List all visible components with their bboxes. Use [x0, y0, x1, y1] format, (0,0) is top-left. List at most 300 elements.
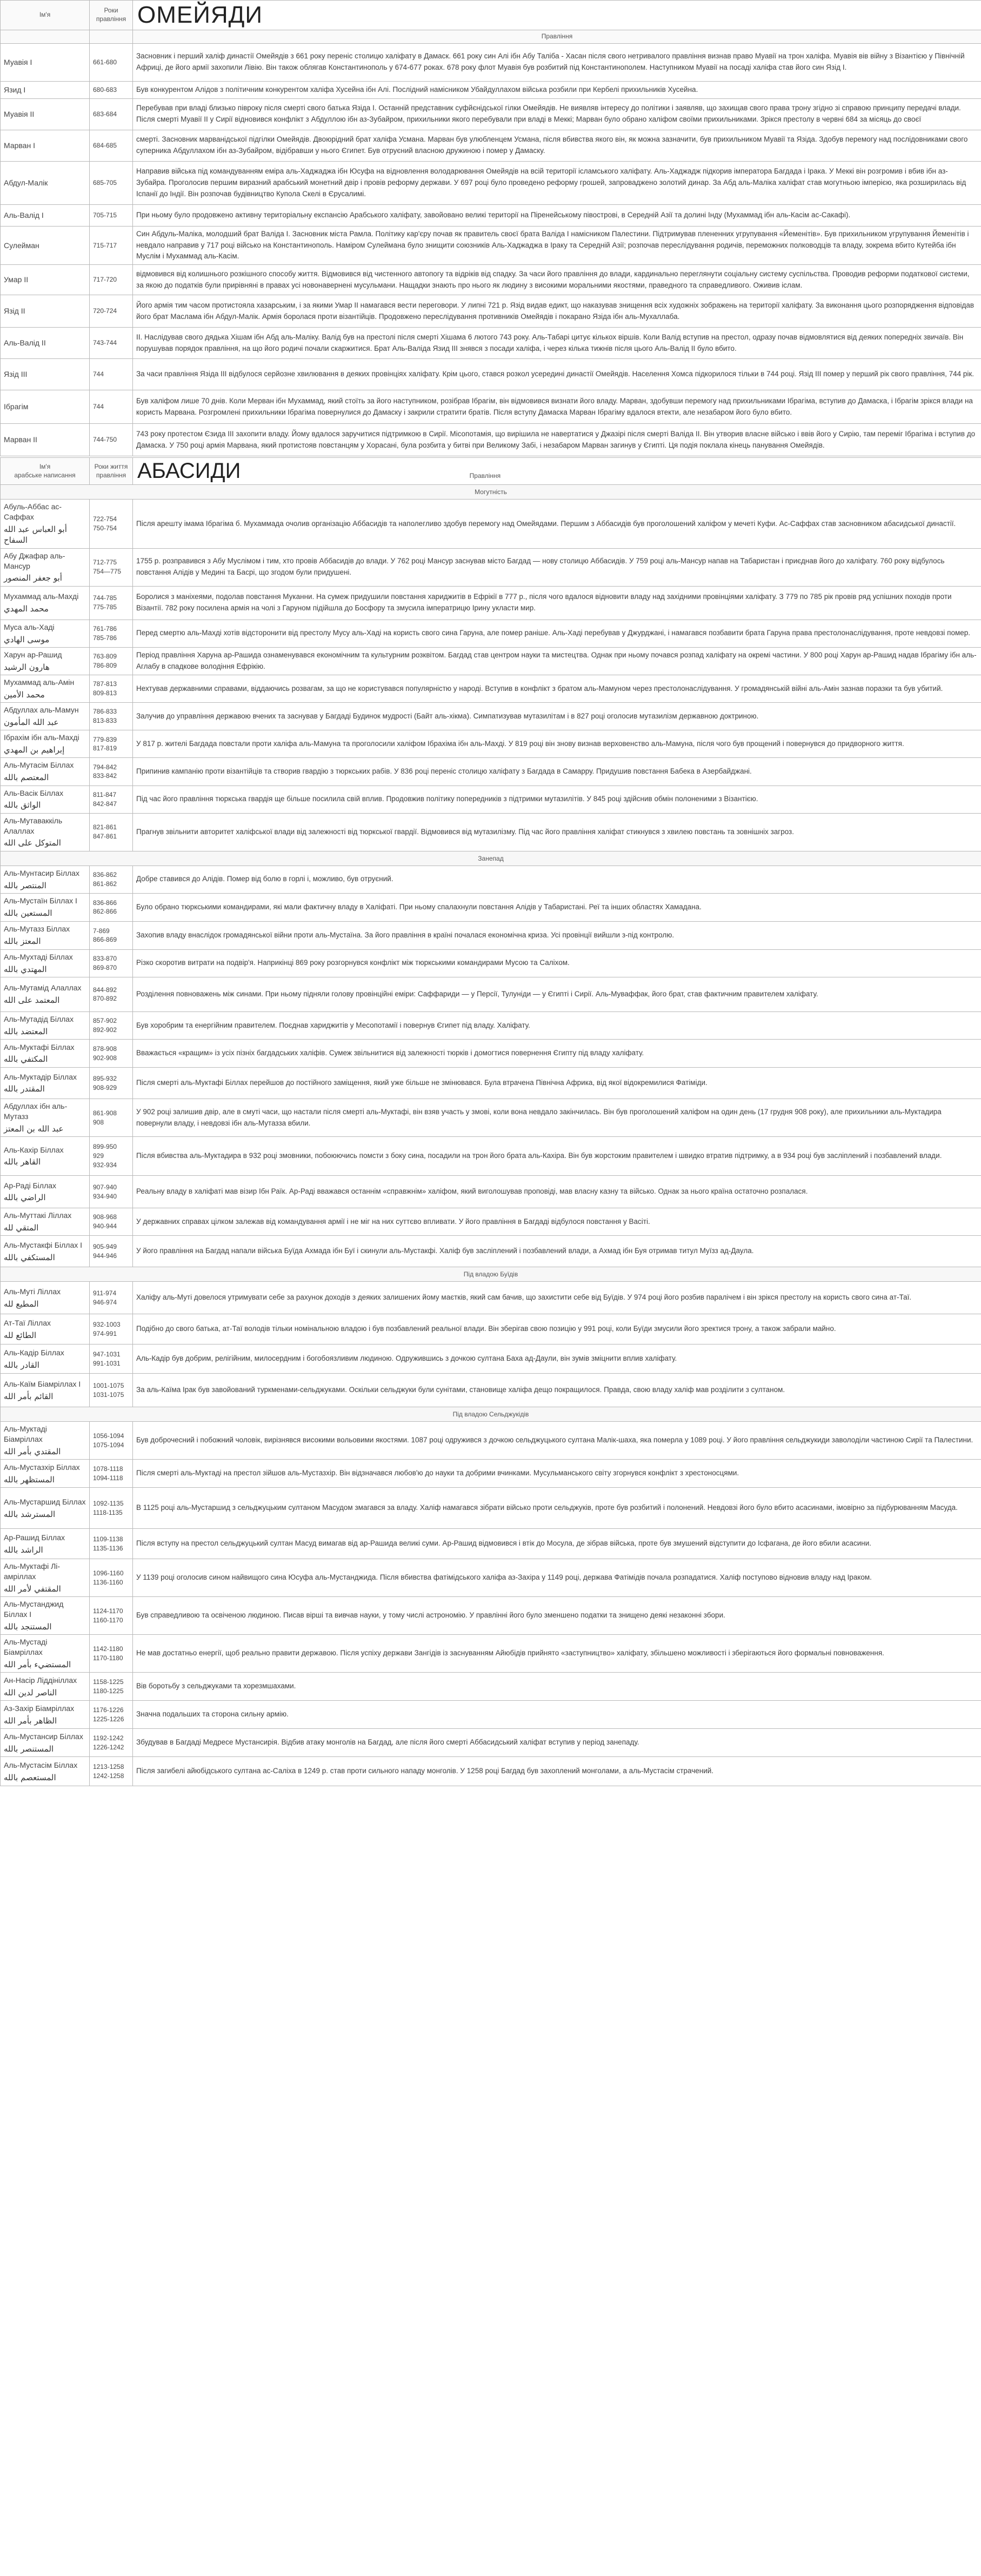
- ruler-description: Вважається «кращим» із усіх пізніх багдадських халіфів. Сумеж звільнитися від залежності тюрків і домогтися повернення Єгипту під владу халіфату.: [133, 1040, 981, 1068]
- abbasid-col-name-header: Ім'я арабське написання: [1, 458, 90, 485]
- table-row: [1, 295, 981, 328]
- ruler-name-cell: [1, 1099, 90, 1137]
- ruler-arabic-name: المستعين بالله: [4, 908, 52, 918]
- ruler-name-cell: [1, 1040, 90, 1068]
- ruler-description: Не мав достатньо енергії, щоб реально правити державою. Після успіху держави Зангідів із заснуванням Айюбідів прийнято «заступництво» халіфату, збільшено можливості і зберігаються його формальні повноваження.: [133, 1635, 981, 1673]
- section-header: [1, 851, 981, 866]
- ruler-name-cell: [1, 758, 90, 786]
- umayyad-title-cell: [133, 1, 981, 30]
- ruler-years: 836-862 861-862: [90, 866, 133, 893]
- ruler-arabic-name: المنتصر بالله: [4, 880, 46, 890]
- ruler-years: 1124-1170 1160-1170: [90, 1597, 133, 1635]
- ruler-description: Прагнув звільнити авторитет халіфської влади від залежності від тюркської гвардії. Відмовився від мутазилізму. Під час його правління халіфат стикнувся з хвилею повстань та зовнішніх загроз.: [133, 813, 981, 851]
- ruler-arabic-name: المستكفي بالله: [4, 1252, 55, 1262]
- ruler-years: 684-685: [90, 130, 133, 161]
- ruler-years: 722-754 750-754: [90, 500, 133, 548]
- ruler-name-cell: [1, 1282, 90, 1314]
- ruler-name: Аль-Валід I: [1, 204, 90, 226]
- ruler-description: Під час його правління тюркська гвардія ще більше посилила свій вплив. Продовжив політику попередників з підтримки мутазилітів. У 845 році здійснив обмін полоненими з Візантією.: [133, 786, 981, 813]
- table-row: [1, 1099, 981, 1137]
- table-row: [1, 586, 981, 620]
- ruler-name-cell: [1, 813, 90, 851]
- ruler-name: Харун ар-Рашид: [4, 650, 62, 659]
- ruler-description: Засновник і перший халіф династії Омейядів з 661 року переніс столицю халіфату в Дамаск. 661 року син Алі ібн Абу Таліба - Хасан після свого нетривалого правління визнав право Муавії на трон халіфа. Муавія вів війну з Візантією у Північній Африці, де його армії захопили Лівію. Він також облягав Константинополь у 674-677 роках. 678 року флот Муавія був розбитий під Константинополем. Наступником Муавії на посаді халіфа став його син Язід I.: [133, 43, 981, 81]
- table-row: [1, 328, 981, 359]
- ruler-name-cell: [1, 1344, 90, 1374]
- ruler-years: 1213-1258 1242-1258: [90, 1757, 133, 1786]
- ruler-years: 833-870 869-870: [90, 949, 133, 977]
- ruler-name: Ібрахім ібн аль-Махді: [4, 733, 79, 742]
- abbasid-table: [0, 457, 981, 1786]
- ruler-name-cell: [1, 1236, 90, 1267]
- ruler-name: Мухаммад аль-Амін: [4, 677, 75, 687]
- table-row: [1, 1529, 981, 1559]
- table-row: [1, 1011, 981, 1039]
- ruler-years: 857-902 892-902: [90, 1011, 133, 1039]
- table-row: [1, 813, 981, 851]
- ruler-name-cell: [1, 1374, 90, 1407]
- ruler-arabic-name: محمد المهدي: [4, 603, 49, 614]
- ruler-name: Аль-Мустаїн Біллах I: [4, 896, 77, 906]
- section-title: Під владою Сельджукідів: [1, 1407, 981, 1422]
- ruler-years: 911-974 946-974: [90, 1282, 133, 1314]
- ruler-description: смерті. Засновник марванідської підгілки Омейядів. Двоюрідний брат халіфа Усмана. Марван був улюбленцем Усмана, після вбивства якого він, як можна зазначити, був прихильником Муавії та Язіда. Здобув перемогу над послідовниками свого суперника Абдуллахом ібн аз-Зубайром, відібравши у нього Єгипет. Був отруєний власною дружиною і помер у Дамаску.: [133, 130, 981, 161]
- ruler-years: 1078-1118 1094-1118: [90, 1460, 133, 1488]
- ruler-name-cell: [1, 1422, 90, 1460]
- ruler-description: Після вступу на престол сельджуцький султан Масуд вимагав від ар-Рашида великі суми. Ар-Рашид відмовився і втік до Мосула, де зібрав війська, проте був змушений відступити до Ісфагана, де його вбили асасини.: [133, 1529, 981, 1559]
- ruler-years: 744-750: [90, 424, 133, 456]
- ruler-name: Аль-Муктадір Біллах: [4, 1072, 77, 1081]
- ruler-years: 787-813 809-813: [90, 675, 133, 702]
- umayyad-col-name-header: Ім'я: [1, 1, 90, 30]
- table-row: [1, 949, 981, 977]
- ruler-description: 1755 р. розправився з Абу Муслімом і тим, хто провів Аббасидів до влади. У 762 році Мансур заснував місто Багдад — нову столицю Аббасидів. У 759 році аль-Мансур напав на Табаристан і приєднав його до халіфату. 760 року відбулось повстання Алідів у Медині та Басрі, що згодом були придушені.: [133, 548, 981, 586]
- ruler-name: Муса аль-Хаді: [4, 622, 55, 631]
- ruler-arabic-name: المعتز بالله: [4, 936, 41, 947]
- ruler-name: Аль-Мустансир Біллах: [4, 1732, 83, 1741]
- table-row: [1, 1208, 981, 1236]
- ruler-name-cell: [1, 1701, 90, 1729]
- ruler-name-cell: [1, 977, 90, 1011]
- ruler-description: В 1125 році аль-Мустаршид з сельджуцьким султаном Масудом змагався за владу. Халіф намагався зібрати військо проти сельджуків, проте був розбитий і полонений. Невдовзі його було вбито асасинами, імовірно за підбурюванням Масуда.: [133, 1488, 981, 1529]
- ruler-arabic-name: المتقي لله: [4, 1223, 39, 1233]
- ruler-description: Після вбивства аль-Муктадира в 932 році змовники, побоюючись помсти з боку сина, посадили на трон його брата аль-Кахіра. Він був жорстоким правителем і швидко втратив підтримку, а в 934 році був засліплений і позбавлений влади.: [133, 1137, 981, 1176]
- ruler-description: Був халіфом лише 70 днів. Коли Мерван ібн Мухаммад, який стоїть за його наступником, розібрав Ібрагім, він відмовився визнати його владу. Марван, здобувши перемогу над прихильниками Ібрагіма, вступив до Дамаска, і Ібрагім зрікся влади на користь Марвана. Розгромлені прихильники Ібрагіма повернулися до Дамаску і закрили стратити братів. Після вступу Дамаска Марван Ібрагіму вдалося втекти, але незабаром його було вбито.: [133, 390, 981, 424]
- table-row: [1, 204, 981, 226]
- ruler-arabic-name: المسترشد بالله: [4, 1509, 56, 1519]
- table-row: [1, 161, 981, 204]
- ruler-arabic-name: المقتدر بالله: [4, 1084, 45, 1094]
- ruler-name: Аль-Мутаваккіль Алаллах: [4, 816, 63, 835]
- ruler-description: Залучив до управління державою вчених та заснував у Багдаді Будинок мудрості (Байт аль-хікма). Симпатизував мутазилітам і в 827 році оголосив мутазилізм державною доктриною.: [133, 703, 981, 730]
- ruler-name-cell: [1, 1176, 90, 1208]
- ruler-description: Нехтував державними справами, віддаючись розвагам, за що не користувався популярністю у народі. Вступив в конфлікт з братом аль-Мамуном через престолонаслідування. У громадянській війні аль-Амін зазнав поразки та був убитий.: [133, 675, 981, 702]
- ruler-name: Аль-Мустасім Біллах: [4, 1760, 78, 1769]
- ruler-description: Вів боротьбу з сельджуками та хорезмшахами.: [133, 1673, 981, 1701]
- ruler-name-cell: [1, 1460, 90, 1488]
- ruler-years: 685-705: [90, 161, 133, 204]
- ruler-years: 821-861 847-861: [90, 813, 133, 851]
- table-row: [1, 1374, 981, 1407]
- table-row: [1, 359, 981, 390]
- ruler-arabic-name: المستنجد بالله: [4, 1622, 52, 1632]
- ruler-arabic-name: المستنصر بالله: [4, 1743, 54, 1754]
- ruler-arabic-name: الواثق بالله: [4, 800, 41, 810]
- ruler-name: Аль-Мутамід Алаллах: [4, 983, 82, 993]
- ruler-description: Аль-Кадір був добрим, релігійним, милосердним і богобоязливим людиною. Одружившись з дочкою султана Баха ад-Даули, він зумів зміцнити вплив халіфату.: [133, 1344, 981, 1374]
- ruler-description: Син Абдуль-Маліка, молодший брат Валіда I. Засновник міста Рамла. Політику кар'єру почав як правитель своєї брата Валіда I намісником Палестини. Підтримував плененних угрупування «Йеменітів». Був прихильником угрупування Йеменітів і невдало направив у 717 році військо на Константинополь. Наміром Сулеймана було знищити союзників Аль-Хаджаджа в Іраку та Середній Азії; розпочав переслідування родичів, переможних полководців та владу, зокрема вбито Кутейба ібн Муслім і Мухаммад аль-Касім.: [133, 226, 981, 265]
- ruler-name-cell: [1, 949, 90, 977]
- ruler-years: 836-866 862-866: [90, 893, 133, 921]
- ruler-name-cell: [1, 647, 90, 675]
- ruler-name-cell: [1, 1635, 90, 1673]
- ruler-arabic-name: عبد الله بن المعتز: [4, 1123, 64, 1134]
- table-row: [1, 1236, 981, 1267]
- ruler-name-cell: [1, 500, 90, 548]
- ruler-years: 1176-1226 1225-1226: [90, 1701, 133, 1729]
- table-row: [1, 866, 981, 893]
- ruler-years: 1109-1138 1135-1136: [90, 1529, 133, 1559]
- ruler-arabic-name: المقتفي لأمر الله: [4, 1584, 61, 1594]
- ruler-name-cell: [1, 1673, 90, 1701]
- ruler-name: Аль-Мухтаді Біллах: [4, 952, 73, 961]
- table-row: [1, 265, 981, 295]
- ruler-years: 717-720: [90, 265, 133, 295]
- ruler-name: Абдул-Малік: [1, 161, 90, 204]
- ruler-name: Ан-Насір Ліддініллах: [4, 1675, 77, 1685]
- ruler-name-cell: [1, 548, 90, 586]
- ruler-name-cell: [1, 1137, 90, 1176]
- table-row: [1, 730, 981, 758]
- ruler-name-cell: [1, 1559, 90, 1597]
- ruler-name: Аль-Мустакфі Біллах I: [4, 1240, 83, 1249]
- section-title: Під владою Буїдів: [1, 1267, 981, 1282]
- ruler-name: Аль-Мустаршид Біллах: [4, 1497, 86, 1506]
- table-row: [1, 1176, 981, 1208]
- ruler-years: 1142-1180 1170-1180: [90, 1635, 133, 1673]
- ruler-name-cell: [1, 1011, 90, 1039]
- table-row: [1, 1701, 981, 1729]
- ruler-arabic-name: المكتفي بالله: [4, 1054, 48, 1064]
- ruler-name: Марван II: [1, 424, 90, 456]
- ruler-description: За аль-Каїма Ірак був завойований туркменами-сельджуками. Оскільки сельджуки були сунітами, становище халіфа дещо покращилося. Правда, свою владу халіф мав розділити з султаном.: [133, 1374, 981, 1407]
- ruler-name-cell: [1, 866, 90, 893]
- umayyad-table: [0, 0, 981, 456]
- ruler-arabic-name: القائم بأمر الله: [4, 1391, 54, 1401]
- ruler-description: Був хоробрим та енергійним правителем. Поєднав хариджитів у Месопотамії і повернув Єгипет під владу. Халіфату.: [133, 1011, 981, 1039]
- ruler-arabic-name: الناصر لدين الله: [4, 1687, 57, 1698]
- ruler-name: Абдуллах ібн аль-Мутазз: [4, 1102, 68, 1121]
- ruler-years: 779-839 817-819: [90, 730, 133, 758]
- ruler-description: Боролися з маніхеями, подолав повстання Муканни. На сумеж придушили повстання хариджитів в Ефрікії в 777 р., після чого вдалося відновити владу над західними провінціями халіфату. З 779 по 785 рік провів ряд успішних походів проти Візантії. 782 року посилена армія на чолі з Гаруном підійшла до Босфору та змусила імператрицю Ірину укласти мир.: [133, 586, 981, 620]
- ruler-name: Муавія II: [1, 98, 90, 130]
- abbasid-title: АБАСИДИ: [137, 459, 241, 483]
- table-row: [1, 1757, 981, 1786]
- ruler-years: 907-940 934-940: [90, 1176, 133, 1208]
- ruler-arabic-name: إبراهيم بن المهدي: [4, 745, 65, 755]
- ruler-description: ІІ. Наслідував свого дядька Хішам ібн Абд аль-Маліку. Валід був на престолі після смерті Хішама 6 лютого 743 року. Аль-Табарі цитує кількох віршів. Коли Валід вступив на престол, одразу почав відмовлятися від деяких попередніх звичаїв. Він порушував порядок правління, на що його родичі почали скаржитися. Брат Аль-Валіда Язид III знявся з посади халіфа, і через кілька тижнів після цього Аль-Валід II було вбито.: [133, 328, 981, 359]
- table-row: [1, 1137, 981, 1176]
- abbasid-rows: [1, 485, 981, 1786]
- ruler-years: 786-833 813-833: [90, 703, 133, 730]
- ruler-description: У його правління на Багдад напали війська Буїда Ахмада ібн Буї і скинули аль-Мустакфі. Халіф був засліплений і позбавлений влади, а Ахмад ібн Буя отримав титул Муїзз ад-Даула.: [133, 1236, 981, 1267]
- ruler-years: 744-785 775-785: [90, 586, 133, 620]
- ruler-name: Аль-Мустанджид Біллах I: [4, 1600, 64, 1619]
- table-row: [1, 675, 981, 702]
- ruler-name: Аль-Кахір Біллах: [4, 1145, 64, 1154]
- ruler-description: Був доброчесний і побожний чоловік, вирізнявся високими вольовими якостями. 1087 році одружився з дочкою сельджуцького султана Малік-шаха, яка померла у 1089 році. У його правління сельджукиди заволоділи частиною Сирії та Палестини.: [133, 1422, 981, 1460]
- ruler-years: 712-775 754—775: [90, 548, 133, 586]
- ruler-description: Направив війська під командуванням еміра аль-Хаджаджа ібн Юсуфа на відновлення володарювання Омейядів на всій території ісламського халіфату. Аль-Хаджадж підкорив імператора Багдада і Ірака. У Меккі він розгромив і вбив ібн аз-Зубайра. Проголосив першим виразний арабський монетний двір і провів реформу держави. У 697 році було проведено реформу грошей, запроваджено золотий динар. За Абд аль-Маліка халіфат став могутньою імперією, яка розширилась від Іспанії до Індії. Він розпочав будівництво Купола Скелі в Єрусалимі.: [133, 161, 981, 204]
- ruler-years: 661-680: [90, 43, 133, 81]
- ruler-years: 744: [90, 359, 133, 390]
- ruler-name: Аль-Мутасім Біллах: [4, 761, 74, 770]
- table-row: [1, 1344, 981, 1374]
- ruler-description: При ньому було продовжено активну територіальну експансію Арабського халіфату, завойовано великі території на Піренейському півострові, в Середній Азії та долині Інду (Мухаммад ібн аль-Касім ас-Сакафі).: [133, 204, 981, 226]
- ruler-description: Захопив владу внаслідок громадянської війни проти аль-Мустаїна. За його правління в країні почалася економічна криза. Усі провінції вийшли з-під контролю.: [133, 921, 981, 949]
- ruler-years: 720-724: [90, 295, 133, 328]
- table-row: [1, 1460, 981, 1488]
- ruler-name: Аль-Мустадi Біамріллах: [4, 1638, 48, 1657]
- ruler-years: 1096-1160 1136-1160: [90, 1559, 133, 1597]
- ruler-description: Подібно до свого батька, ат-Таї володів тільки номінальною владою і був позбавлений реальної влади. Він зберігав свою позицію у 991 році, коли Буїди змусили його зректися трону, а також забрали майно.: [133, 1314, 981, 1344]
- ruler-description: Добре ставився до Алідів. Помер від болю в горлі і, можливо, був отруєний.: [133, 866, 981, 893]
- ruler-name: Аль-Муттакі Ліллах: [4, 1211, 72, 1220]
- table-row: [1, 548, 981, 586]
- ruler-name: Аль-Мунтасир Біллах: [4, 868, 79, 877]
- ruler-arabic-name: القادر بالله: [4, 1360, 39, 1370]
- ruler-years: 905-949 944-946: [90, 1236, 133, 1267]
- section-title: Могутність: [1, 485, 981, 500]
- ruler-name: Аль-Муктаді Біамріллах: [4, 1425, 47, 1444]
- table-row: [1, 1422, 981, 1460]
- table-row: [1, 130, 981, 161]
- ruler-name: Аль-Муктафі Біллах: [4, 1042, 75, 1051]
- table-row: [1, 81, 981, 98]
- ruler-name: Мухаммад аль-Махді: [4, 592, 79, 601]
- section-header: [1, 1267, 981, 1282]
- table-row: [1, 893, 981, 921]
- ruler-name: Аль-Мустазхір Біллах: [4, 1462, 80, 1472]
- ruler-name: Аль-Мутадід Біллах: [4, 1014, 74, 1023]
- ruler-years: 899-950 929 932-934: [90, 1137, 133, 1176]
- ruler-years: 761-786 785-786: [90, 620, 133, 647]
- ruler-description: Різко скоротив витрати на подвір'я. Наприкінці 869 року розгорнувся конфлікт між тюркськими командирами Мусою та Саліхом.: [133, 949, 981, 977]
- ruler-arabic-name: الطائع لله: [4, 1330, 37, 1340]
- table-row: [1, 703, 981, 730]
- ruler-description: Після смерті аль-Муктаді на престол зійшов аль-Мустазхір. Він відзначався любов'ю до науки та добрими вчинками. Мусульманського світу згорнувся конфлікт з хрестоносцями.: [133, 1460, 981, 1488]
- ruler-arabic-name: القاهر بالله: [4, 1157, 41, 1167]
- table-row: [1, 1597, 981, 1635]
- ruler-arabic-name: الراضي بالله: [4, 1193, 46, 1203]
- ruler-name: Абу Джафар аль-Мансур: [4, 551, 65, 570]
- ruler-name-cell: [1, 1208, 90, 1236]
- ruler-name: Муавія I: [1, 43, 90, 81]
- ruler-description: Був справедливою та освіченою людиною. Писав вірші та вивчав науки, у тому числі астрономію. У правлінні його було зменшено податки та знищено деякі незаконні збори.: [133, 1597, 981, 1635]
- ruler-years: 715-717: [90, 226, 133, 265]
- ruler-description: У державних справах цілком залежав від командування армії і не міг на них суттєво впливати. У його правління в Багдаді відбулося повстання у Васіті.: [133, 1208, 981, 1236]
- umayyad-col-years-header: Роки правління: [90, 1, 133, 30]
- ruler-description: Розділення повноважень між синами. При ньому підняли голову провінційні еміри: Саффариди — у Персії, Тулуніди — у Єгипті і Сирії. Аль-Муваффак, його брат, став фактичним правителем халіфату.: [133, 977, 981, 1011]
- ruler-name: Ар-Раді Біллах: [4, 1181, 57, 1190]
- ruler-arabic-name: محمد الأمين: [4, 689, 45, 700]
- table-row: [1, 1673, 981, 1701]
- ruler-name: Аль-Муті Ліллах: [4, 1287, 61, 1296]
- ruler-description: У 1139 році оголосив сином найвищого сина Юсуфа аль-Мустанджида. Після вбивства фатімідського халіфа аз-Захіра у 1149 році, держава Фатімідів почала розпадатися. Халіф поступово відновив владу над Іраком.: [133, 1559, 981, 1597]
- ruler-years: 908-968 940-944: [90, 1208, 133, 1236]
- ruler-arabic-name: الراشد بالله: [4, 1545, 43, 1555]
- ruler-description: За часи правління Язіда III відбулося серйозне хвилювання в деяких провінціях халіфату. Крім цього, стався розкол усередині династії Омейядів. Населення Хомса підкорилося тільки в 744 році. Язід III помер у перший рік свого правління, 744 рік.: [133, 359, 981, 390]
- table-row: [1, 1314, 981, 1344]
- ruler-description: Період правління Харуна ар-Рашида ознаменувався економічним та культурним розквітом. Багдад став центром науки та мистецтва. Однак при ньому почався розпад халіфату на окремі частини. У 800 році Харун ар-Рашид надав Ібрагіму ібн аль-Аглабу в спадкове володіння Ефрікію.: [133, 647, 981, 675]
- ruler-name: Ат-Таї Ліллах: [4, 1318, 51, 1327]
- ruler-name: Аль-Мутазз Біллах: [4, 924, 70, 934]
- section-header: [1, 1407, 981, 1422]
- ruler-description: У 902 році залишив двір, але в смуті часи, що настали після смерті аль-Муктафі, він взяв участь у змові, коли вона невдало закінчилась. Він був проголошений халіфом на один день (17 грудня 908 року), але прихильники аль-Муктадира повернули владу, і невдовзі ібн аль-Мутазза вбили.: [133, 1099, 981, 1137]
- table-row: [1, 1488, 981, 1529]
- ruler-arabic-name: المقتدي بأمر الله: [4, 1447, 61, 1457]
- ruler-arabic-name: عبد الله المأمون: [4, 717, 59, 727]
- table-row: [1, 424, 981, 456]
- ruler-years: 794-842 833-842: [90, 758, 133, 786]
- ruler-description: Значна подальших та сторона сильну армію.: [133, 1701, 981, 1729]
- ruler-years: 7-869 866-869: [90, 921, 133, 949]
- table-row: [1, 977, 981, 1011]
- table-row: [1, 1282, 981, 1314]
- ruler-years: 844-892 870-892: [90, 977, 133, 1011]
- ruler-arabic-name: المطيع لله: [4, 1299, 39, 1309]
- ruler-years: 861-908 908: [90, 1099, 133, 1137]
- ruler-arabic-name: هارون الرشيد: [4, 662, 50, 672]
- ruler-name: Язід III: [1, 359, 90, 390]
- ruler-arabic-name: المعتصم بالله: [4, 773, 49, 783]
- ruler-years: 1192-1242 1226-1242: [90, 1729, 133, 1757]
- ruler-years: 1001-1075 1031-1075: [90, 1374, 133, 1407]
- table-row: [1, 921, 981, 949]
- table-row: [1, 620, 981, 647]
- ruler-name: Аль-Васік Біллах: [4, 788, 64, 797]
- umayyad-title: ОМЕЙЯДИ: [137, 2, 263, 28]
- section-header: [1, 485, 981, 500]
- ruler-arabic-name: المعتضد بالله: [4, 1026, 48, 1036]
- ruler-years: 1092-1135 1118-1135: [90, 1488, 133, 1529]
- ruler-years: 1158-1225 1180-1225: [90, 1673, 133, 1701]
- ruler-description: Збудував в Багдаді Медресе Мустансирія. Відбив атаку монголів на Багдад, але після його смерті Аббасидський халіфат вступив у період занепаду.: [133, 1729, 981, 1757]
- ruler-description: Його армія тим часом протистояла хазарським, і за якими Умар II намагався вести переговори. У липні 721 р. Язід видав едикт, що наказував знищення всіх художніх зображень на території халіфату. За виконання цього розпорядження відповідав його брат Маслама ібн Абдул-Малік. Армія боролася проти візантійців. Продовжено переслідування противників Омейядів і покарано Язіда ібн аль-Мухаллаба.: [133, 295, 981, 328]
- ruler-years: 743-744: [90, 328, 133, 359]
- table-row: [1, 786, 981, 813]
- section-title: Занепад: [1, 851, 981, 866]
- ruler-name: Абдуллах аль-Мамун: [4, 705, 79, 715]
- ruler-arabic-name: موسى الهادي: [4, 634, 50, 644]
- ruler-name: Язид I: [1, 81, 90, 98]
- ruler-years: 744: [90, 390, 133, 424]
- ruler-arabic-name: المعتمد على الله: [4, 995, 60, 1006]
- ruler-description: Перебував при владі близько півроку після смерті свого батька Язіда I. Останній представник суфйєнідської гілки Омейядів. Не виявляв інтересу до політики і заявляв, що захищав свого права трону згідно зі справою принципу передачі влади. Після смерті Муавії II у Сирії відновився конфлікт з Абдуллою ібн аз-Зубайром, прихильники якого перебували при владі в Меккі; Марван було обрано халіфом своїми прихильниками. Зрікся престолу в червні 684 за місяць до своєї: [133, 98, 981, 130]
- ruler-arabic-name: المستضيء بأمر الله: [4, 1660, 71, 1670]
- ruler-name-cell: [1, 786, 90, 813]
- ruler-name: Сулейман: [1, 226, 90, 265]
- ruler-name-cell: [1, 921, 90, 949]
- ruler-years: 895-932 908-929: [90, 1068, 133, 1099]
- ruler-years: 932-1003 974-991: [90, 1314, 133, 1344]
- table-row: [1, 43, 981, 81]
- ruler-name: Абуль-Аббас ас-Саффах: [4, 502, 62, 522]
- ruler-years: 947-1031 991-1031: [90, 1344, 133, 1374]
- umayyad-rows: [1, 43, 981, 456]
- ruler-description: 743 року протестом Єзида III захопити владу. Йому вдалося заручитися підтримкою в Сирії. Місопотамія, що вирішила не навертатися у Джазірі після смерті Валіда II. Він утворив власне військо і ввів його у Сирію, там переміг Ібрагіма і вступив до Дамаска. У 750 році армія Марвана, який протистояв повстанцям у Хорасані, була розбита у битві при Великому Забі, і незабаром Марван загинув у Єгипті. Ця подія поклала кінець панування Омейядів.: [133, 424, 981, 456]
- table-row: [1, 98, 981, 130]
- table-row: [1, 500, 981, 548]
- ruler-name-cell: [1, 586, 90, 620]
- ruler-name-cell: [1, 620, 90, 647]
- ruler-description: Був конкурентом Алідов з політичним конкурентом халіфа Хусейна ібн Алі. Послідний намісником Убайдуллахом війська розбили при Кербелі прихильників Хусейна.: [133, 81, 981, 98]
- table-row: [1, 1559, 981, 1597]
- ruler-name-cell: [1, 730, 90, 758]
- ruler-description: Було обрано тюркськими командирами, які мали фактичну владу в Халіфаті. При ньому спалахнули повстання Алідів у Табаристані. Реї та інших областях Хамадана.: [133, 893, 981, 921]
- ruler-arabic-name: أبو العباس عبد الله السفاح: [4, 524, 67, 545]
- ruler-description: відмовився від колишнього розкішного способу життя. Відмовився від чистенного автопогу та відріків від спадку. За часи його правління до влади, кардинально переглянути соціальну систему суспільства. Проводив реформи податкової системи, за якою до податків були прирівняні в правах усі новонавернені мусульмани. Нащадки знають про нього як людину з високими моральними якостями, праведного та справедливого. Оживив іслам.: [133, 265, 981, 295]
- ruler-years: 683-684: [90, 98, 133, 130]
- ruler-name-cell: [1, 675, 90, 702]
- ruler-name-cell: [1, 1729, 90, 1757]
- ruler-description: У 817 р. жителі Багдада повстали проти халіфа аль-Мамуна та проголосили халіфом Ібрахіма ібн аль-Махді. У 819 році він знову визнав верховенство аль-Мамуна, після чого був прощений і повернувся до придворного життя.: [133, 730, 981, 758]
- ruler-arabic-name: أبو جعفر المنصور: [4, 573, 62, 583]
- ruler-name: Марван I: [1, 130, 90, 161]
- table-row: [1, 647, 981, 675]
- ruler-description: Після загибелі айюбідського султана ас-Саліха в 1249 р. став проти сильного нападу монголів. У 1258 році Багдад був захоплений монголами, а аль-Мустасім страчений.: [133, 1757, 981, 1786]
- ruler-name: Умар II: [1, 265, 90, 295]
- ruler-arabic-name: المهتدي بالله: [4, 964, 47, 974]
- ruler-years: 705-715: [90, 204, 133, 226]
- ruler-description: Припинив кампанію проти візантійців та створив гвардію з тюркських рабів. У 836 році переніс столицю халіфату з Багдада в Самарру. Придушив повстання Бабека в Азербайджані.: [133, 758, 981, 786]
- ruler-name-cell: [1, 1597, 90, 1635]
- ruler-years: 680-683: [90, 81, 133, 98]
- ruler-description: Після смерті аль-Муктафі Біллах перейшов до постійного заміщення, який уже більше не змінювався. Була втрачена Північна Африка, від якої відокремилися Фатіміди.: [133, 1068, 981, 1099]
- ruler-years: 811-847 842-847: [90, 786, 133, 813]
- ruler-years: 763-809 786-809: [90, 647, 133, 675]
- ruler-description: Після арешту імама Ібрагіма б. Мухаммада очолив організацію Аббасидів та наполегливо здобув перемогу над Омейядами. Першим з Аббасидів був проголошений халіфом у мечеті Куфи. Ас-Саффах став засновником абасидської династії.: [133, 500, 981, 548]
- ruler-arabic-name: المستظهر بالله: [4, 1474, 55, 1485]
- ruler-name-cell: [1, 703, 90, 730]
- ruler-arabic-name: المستعصم بالله: [4, 1772, 56, 1782]
- ruler-name: Ар-Рашид Біллах: [4, 1533, 65, 1542]
- ruler-arabic-name: المتوكل على الله: [4, 838, 61, 848]
- abbasid-title-cell: АБАСИДИ Правління: [133, 458, 981, 485]
- ruler-name: Язід II: [1, 295, 90, 328]
- ruler-description: Халіфу аль-Муті довелося утримувати себе за рахунок доходів з деяких залишених йому маєтків, який сам бачив, що захистити себе від Буїдів. У 974 році його розбив паралічем і він зрікся престолу на користь свого сина ат-Таї.: [133, 1282, 981, 1314]
- ruler-name-cell: [1, 1529, 90, 1559]
- ruler-name: Аль-Каїм Біамріллах I: [4, 1379, 81, 1388]
- ruler-name: Ібрагім: [1, 390, 90, 424]
- ruler-description: Реальну владу в халіфаті мав візир Ібн Раїк. Ар-Раді вважався останнім «справжнім» халіфом, який виголошував проповіді, мав власну казну та військо. Однак за нього країна остаточно розпалася.: [133, 1176, 981, 1208]
- ruler-name-cell: [1, 893, 90, 921]
- table-row: [1, 390, 981, 424]
- ruler-description: Перед смертю аль-Махді хотів відсторонити від престолу Мусу аль-Хаді на користь свого сина Гаруна, але помер раніше. Аль-Хаді перебував у Джурджані, і намагався позбавити брата Гаруна права престолонаслідування, проте невдовзі помер.: [133, 620, 981, 647]
- umayyad-col-rule-header: Правління: [133, 30, 981, 44]
- table-row: [1, 758, 981, 786]
- ruler-name-cell: [1, 1488, 90, 1529]
- ruler-name: Аль-Валід II: [1, 328, 90, 359]
- ruler-name-cell: [1, 1314, 90, 1344]
- ruler-name: Аль-Кадір Біллах: [4, 1348, 64, 1357]
- ruler-name-cell: [1, 1757, 90, 1786]
- abbasid-col-years-header: Роки життя правління: [90, 458, 133, 485]
- ruler-years: 1056-1094 1075-1094: [90, 1422, 133, 1460]
- table-row: [1, 1635, 981, 1673]
- ruler-name-cell: [1, 1068, 90, 1099]
- ruler-arabic-name: الظاهر بأمر الله: [4, 1715, 57, 1726]
